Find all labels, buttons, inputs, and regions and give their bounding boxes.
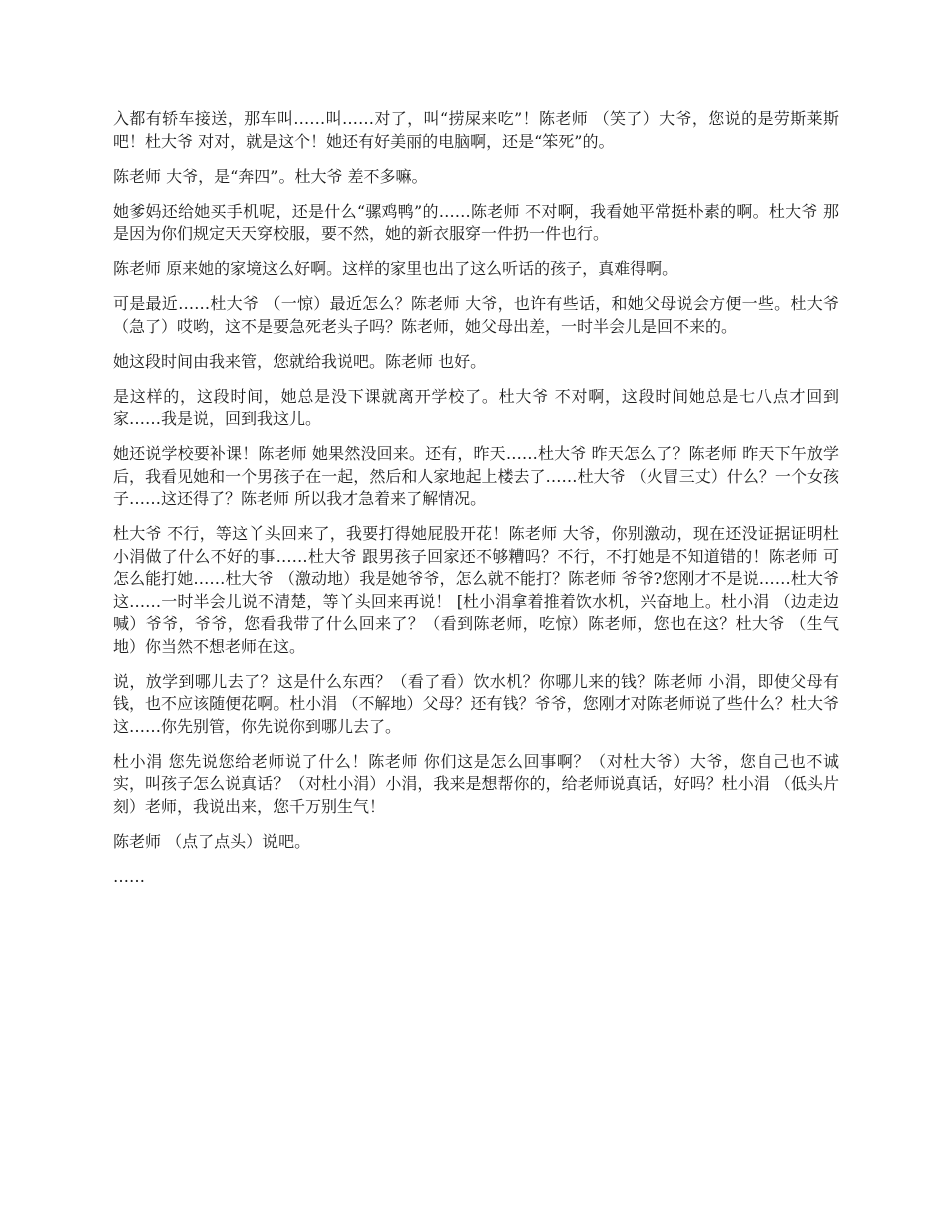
paragraph: 杜小涓 您先说您给老师说了什么！陈老师 你们这是怎么回事啊？（对杜大爷）大爷，您自己也不诚实，叫孩子怎么说真话？（对杜小涓）小涓，我来是想帮你的，给老师说真话，好吗？杜小涓 （低头片刻）老师，我说出来，您千万别生气！ xyxy=(113,751,839,816)
document-body xyxy=(113,108,839,901)
paragraph: 她还说学校要补课！陈老师 她果然没回来。还有，昨天……杜大爷 昨天怎么了？陈老师 昨天下午放学后，我看见她和一个男孩子在一起，然后和人家地起上楼去了……杜大爷 （火冒三丈）什么？一个女孩子……这还得了？陈老师 所以我才急着来了解情况。 xyxy=(113,444,839,508)
paragraph: 她爹妈还给她买手机呢，还是什么“骡鸡鸭”的……陈老师 不对啊，我看她平常挺朴素的啊。杜大爷 那是因为你们规定天天穿校服，要不然，她的新衣服穿一件扔一件也行。 xyxy=(113,201,839,243)
paragraph: 是这样的，这段时间，她总是没下课就离开学校了。杜大爷 不对啊，这段时间她总是七八点才回到家……我是说，回到我这儿。 xyxy=(113,386,839,428)
paragraph: 陈老师 大爷，是“奔四”。杜大爷 差不多嘛。 xyxy=(113,166,428,186)
paragraph: 陈老师 原来她的家境这么好啊。这样的家里也出了这么听话的孩子，真难得啊。 xyxy=(113,259,679,278)
paragraph: 陈老师 （点了点头）说吧。 xyxy=(113,831,311,851)
paragraph: 杜大爷 不行，等这丫头回来了，我要打得她屁股开花！陈老师 大爷，你别激动，现在还没证据证明杜小涓做了什么不好的事……杜大爷 跟男孩子回家还不够糟吗？不行，不打她是不知道错的！陈老师 可怎么能打她……杜大爷 （激动地）我是她爷爷，怎么就不能打？陈老师 爷爷?您刚才不是说……杜大爷 这……一时半会儿说不清楚，等丫头回来再说！ [杜小涓拿着推着饮水机，兴奋地上。杜小涓 （边走边喊）爷爷，爷爷，您看我带了什么回来了？（看到陈老师，吃惊）陈老师，您也在这？杜大爷 （生气地）你当然不想老师在这。 xyxy=(113,524,839,656)
paragraph: 她这段时间由我来管，您就给我说吧。陈老师 也好。 xyxy=(113,351,487,371)
paragraph: 说，放学到哪儿去了？这是什么东西？（看了看）饮水机？你哪儿来的钱？陈老师 小涓，即使父母有钱，也不应该随便花啊。杜小涓 （不解地）父母？还有钱？爷爷，您刚才对陈老师说了些什么？杜大爷 这……你先别管，你先说你到哪儿去了。 xyxy=(113,671,839,736)
paragraph: 入都有轿车接送，那车叫……叫……对了，叫“捞屎来吃”！陈老师 （笑了）大爷，您说的是劳斯莱斯吧！杜大爷 对对，就是这个！她还有好美丽的电脑啊，还是“笨死”的。 xyxy=(113,109,839,151)
ellipsis-paragraph: …… xyxy=(113,866,145,886)
paragraph: 可是最近……杜大爷 （一惊）最近怎么？陈老师 大爷，也许有些话，和她父母说会方便一些。杜大爷 （急了）哎哟，这不是要急死老头子吗？陈老师，她父母出差，一时半会儿是回不来的。 xyxy=(113,294,839,336)
